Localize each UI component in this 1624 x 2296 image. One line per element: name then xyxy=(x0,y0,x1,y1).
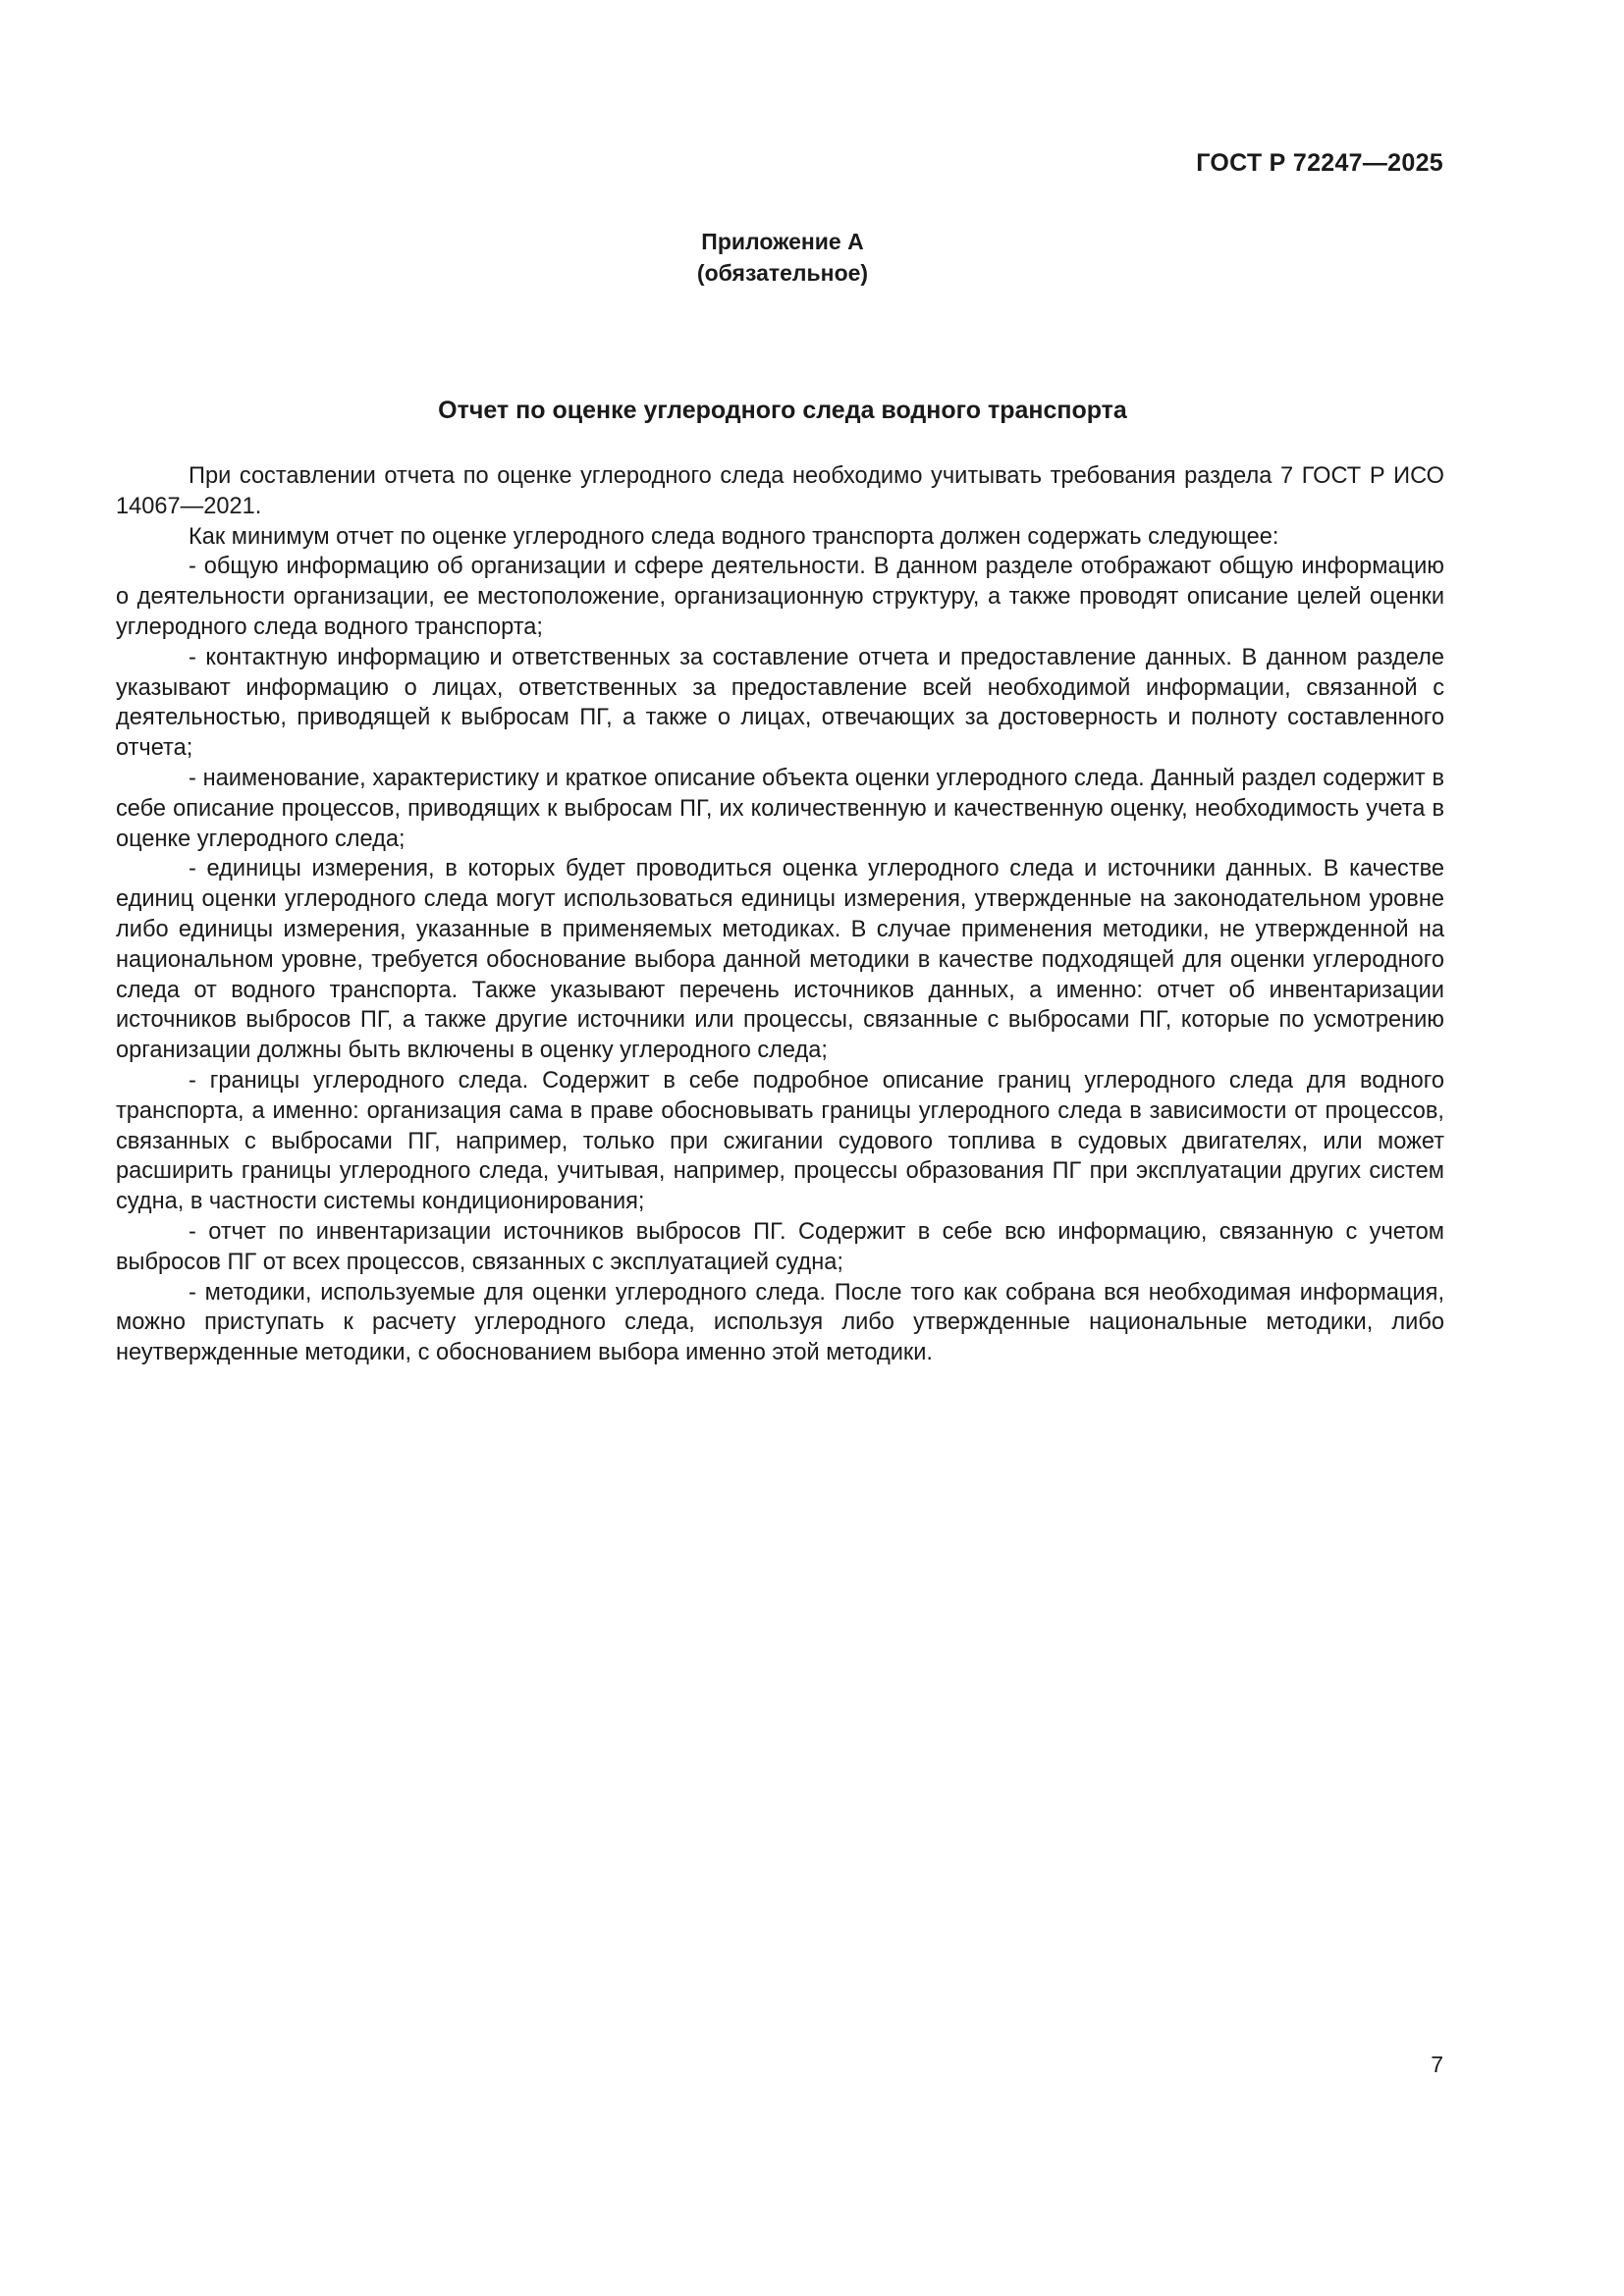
appendix-status: (обязательное) xyxy=(696,260,869,286)
appendix-title: Приложение А xyxy=(701,229,864,254)
page-number: 7 xyxy=(1431,2052,1443,2077)
paragraph: Как минимум отчет по оценке углеродного следа водного транспорта должен содержать следующее: xyxy=(189,523,1279,550)
list-item: - наименование, характеристику и краткое описание объекта оценки углеродного следа. Данный раздел содержит в себе описание процессов, приводящих к выбросам ПГ, их количественную и качественную оценку, необходимость учета в оценке углеродного следа; xyxy=(116,765,1444,852)
section-title: Отчет по оценке углеродного следа водного транспорта xyxy=(438,397,1127,424)
list-item: - контактную информацию и ответственных за составление отчета и предоставление данных. В данном разделе указывают информацию о лицах, ответственных за предоставление всей необходимой информации, связанной с деятельностью, приводящей к выбросам ПГ, а также о лицах, отвечающих за достоверность и полноту составленного отчета; xyxy=(116,644,1444,762)
list-item: - единицы измерения, в которых будет проводиться оценка углеродного следа и источники данных. В качестве единиц оценки углеродного следа могут использоваться единицы измерения, утвержденные на законодательном уровне либо единицы измерения, указанные в применяемых методиках. В случае применения методики, не утвержденной на национальном уровне, требуется обоснование выбора данной методики в качестве подходящей для оценки углеродного следа от водного транспорта. Также указывают перечень источников данных, а именно: отчет об инвентаризации источников выбросов ПГ, а также другие источники или процессы, связанные с выбросами ПГ, которые по усмотрению организации должны быть включены в оценку углеродного следа; xyxy=(116,856,1444,1064)
list-item: - общую информацию об организации и сфере деятельности. В данном разделе отображают общую информацию о деятельности организации, ее местоположение, организационную структуру, а также проводят описание целей оценки углеродного следа водного транспорта; xyxy=(116,554,1444,640)
list-item: - отчет по инвентаризации источников выбросов ПГ. Содержит в себе всю информацию, связанную с учетом выбросов ПГ от всех процессов, связанных с эксплуатацией судна; xyxy=(116,1218,1444,1275)
list-item: - границы углеродного следа. Содержит в себе подробное описание границ углеродного следа для водного транспорта, а именно: организация сама в праве обосновывать границы углеродного следа в зависимости от процессов, связанных с выбросами ПГ, например, только при сжигании судового топлива в судовых двигателях, или может расширить границы углеродного следа, учитывая, например, процессы образования ПГ при эксплуатации других систем судна, в частности системы кондиционирования; xyxy=(116,1067,1444,1215)
list-item: - методики, используемые для оценки углеродного следа. После того как собрана вся необходимая информация, можно приступать к расчету углеродного следа, используя либо утвержденные национальные методики, либо неутвержденные методики, с обоснованием выбора именно этой методики. xyxy=(116,1279,1444,1366)
document-id: ГОСТ Р 72247—2025 xyxy=(1196,149,1443,177)
body-text xyxy=(116,461,1444,1368)
paragraph: При составлении отчета по оценке углеродного следа необходимо учитывать требования раздела 7 ГОСТ Р ИСО 14067—2021. xyxy=(116,463,1444,519)
appendix-heading xyxy=(0,226,1565,289)
